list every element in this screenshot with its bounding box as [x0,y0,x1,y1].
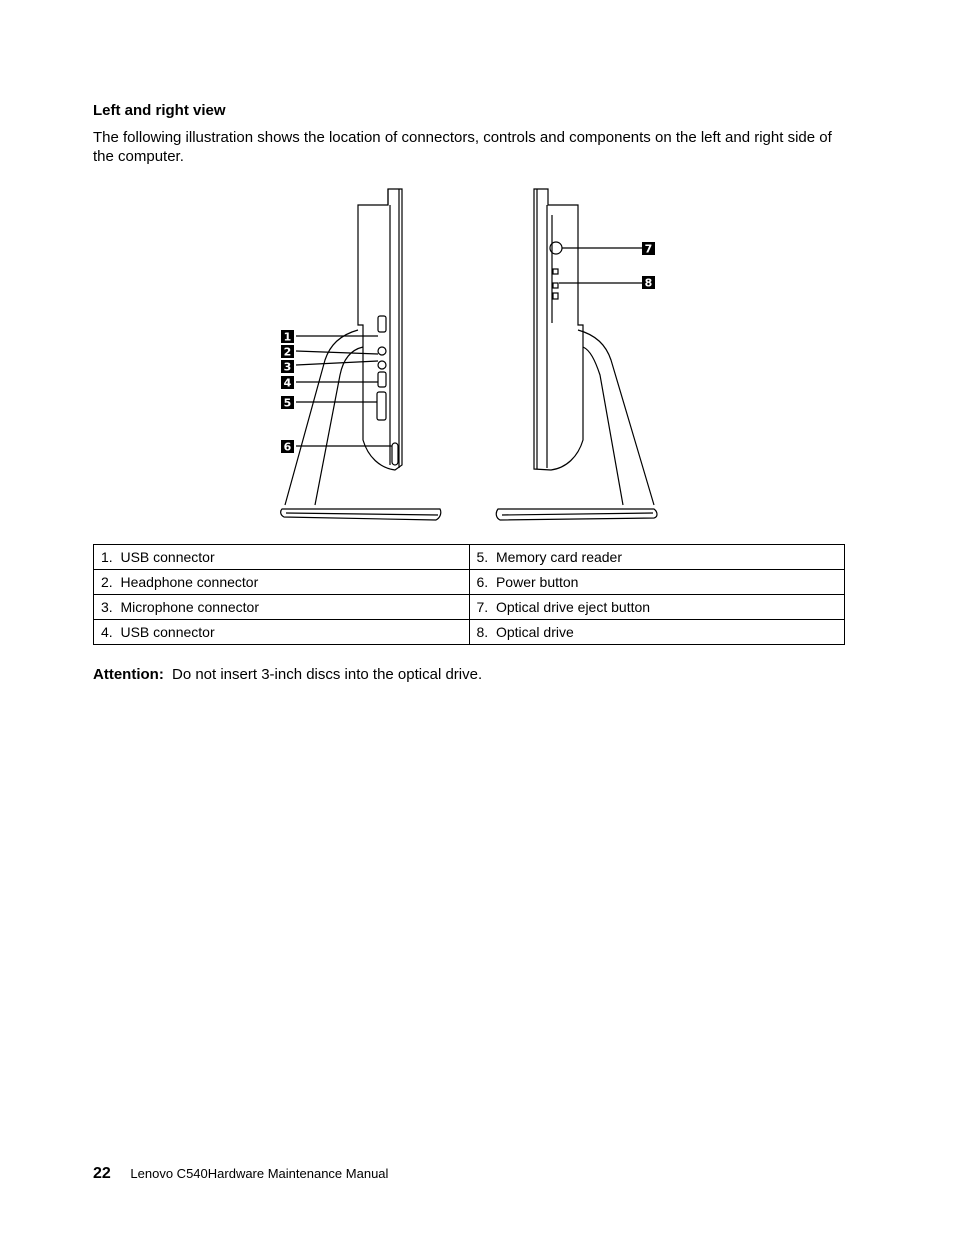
svg-text:7: 7 [644,242,653,256]
table-row [94,595,845,620]
section-heading: Left and right view [93,102,226,119]
svg-text:6: 6 [283,440,292,454]
intro-paragraph: The following illustration shows the location of connectors, controls and components on the left and right side of the computer. [93,129,832,165]
table-row [94,545,845,570]
callout-2 [281,345,294,359]
callout-3 [281,360,294,374]
callout-7 [642,242,655,256]
table-row [94,570,845,595]
callout-8 [642,276,655,290]
svg-text:3: 3 [283,360,292,374]
legend-cell: 2. Headphone connector [94,570,470,595]
callout-4 [281,376,294,390]
attention-text: Do not insert 3-inch discs into the optical drive. [171,666,483,683]
callout-6 [281,440,294,454]
page-footer [93,1165,388,1183]
legend-cell: 1. USB connector [94,545,470,570]
table-row [94,620,845,645]
footer-title: Lenovo C540Hardware Maintenance Manual [130,1166,389,1181]
side-view-illustration [270,185,670,530]
attention-label: Attention: [93,666,164,683]
page-number: 22 [93,1165,111,1182]
svg-text:5: 5 [283,396,292,410]
legend-cell: 6. Power button [469,570,845,595]
attention-note [93,666,482,683]
svg-text:4: 4 [283,376,292,390]
svg-text:1: 1 [283,330,292,344]
svg-text:8: 8 [644,276,653,290]
svg-text:2: 2 [283,345,292,359]
legend-cell: 8. Optical drive [469,620,845,645]
component-legend-table [93,544,845,645]
legend-cell: 5. Memory card reader [469,545,845,570]
legend-cell: 4. USB connector [94,620,470,645]
legend-cell: 3. Microphone connector [94,595,470,620]
callout-5 [281,396,294,410]
legend-cell: 7. Optical drive eject button [469,595,845,620]
callout-1 [281,330,294,344]
